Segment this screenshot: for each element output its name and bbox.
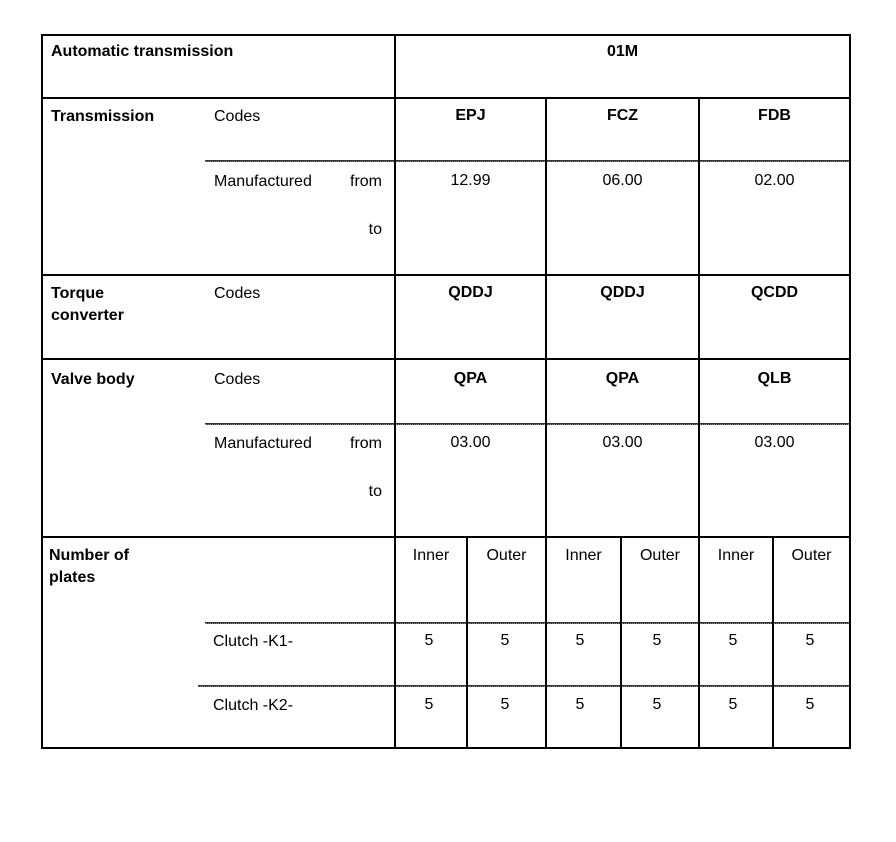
header-label: Automatic transmission xyxy=(51,43,234,60)
row-divider xyxy=(41,536,851,538)
plates-subheader: Inner xyxy=(565,547,602,564)
valve-body-to-label: to xyxy=(368,483,382,500)
plates-subheader: Inner xyxy=(717,547,755,564)
transmission-code: FCZ xyxy=(606,107,639,124)
valve-body-from-value: 03.00 xyxy=(754,434,795,451)
column-divider xyxy=(698,97,700,749)
plates-subheader: Inner xyxy=(412,547,450,564)
column-divider xyxy=(545,97,547,749)
valve-body-from-value: 03.00 xyxy=(450,434,491,451)
torque-converter-code: QDDJ xyxy=(448,284,493,301)
row-divider xyxy=(198,685,851,687)
plates-label: Number of xyxy=(49,547,129,564)
torque-converter-code: QDDJ xyxy=(600,284,645,301)
transmission-to-label: to xyxy=(368,221,382,238)
plates-subheader: Outer xyxy=(639,547,680,564)
valve-body-code: QPA xyxy=(605,370,640,387)
row-divider xyxy=(41,274,851,276)
clutch-k1-value: 5 xyxy=(500,632,510,649)
valve-body-label: Valve body xyxy=(51,371,135,388)
clutch-k2-label: Clutch -K2- xyxy=(213,697,294,714)
valve-body-code: QPA xyxy=(453,370,488,387)
table-border-right xyxy=(849,34,851,749)
row-divider xyxy=(41,358,851,360)
transmission-codes-label: Codes xyxy=(214,108,261,125)
clutch-k2-value: 5 xyxy=(575,696,585,713)
clutch-k1-value: 5 xyxy=(575,632,585,649)
clutch-k1-value: 5 xyxy=(424,632,434,649)
table-border-left xyxy=(41,34,43,749)
clutch-k2-value: 5 xyxy=(500,696,510,713)
clutch-k2-value: 5 xyxy=(805,696,815,713)
clutch-k2-value: 5 xyxy=(652,696,662,713)
valve-body-code: QLB xyxy=(757,370,792,387)
clutch-k1-value: 5 xyxy=(805,632,815,649)
clutch-k1-label: Clutch -K1- xyxy=(213,633,294,650)
valve-body-manufactured-label: Manufactured xyxy=(214,435,312,452)
torque-converter-label: Torque xyxy=(51,285,105,302)
torque-converter-codes-label: Codes xyxy=(214,285,261,302)
clutch-k2-value: 5 xyxy=(728,696,738,713)
transmission-label: Transmission xyxy=(51,108,155,125)
torque-converter-label: converter xyxy=(51,307,124,324)
clutch-k1-value: 5 xyxy=(728,632,738,649)
table-border-bottom xyxy=(41,747,851,749)
transmission-code: EPJ xyxy=(455,107,486,124)
clutch-k1-value: 5 xyxy=(652,632,662,649)
plates-subheader: Outer xyxy=(486,547,527,564)
valve-body-from-value: 03.00 xyxy=(602,434,643,451)
row-divider xyxy=(205,622,851,624)
header-value: 01M xyxy=(606,43,639,60)
transmission-manufactured-label: Manufactured xyxy=(214,173,312,190)
row-divider xyxy=(41,97,851,99)
transmission-from-value: 06.00 xyxy=(602,172,643,189)
plates-subheader: Outer xyxy=(791,547,832,564)
row-divider xyxy=(205,160,851,162)
clutch-k2-value: 5 xyxy=(424,696,434,713)
table-border-top xyxy=(41,34,851,36)
row-divider xyxy=(205,423,851,425)
transmission-from-value: 02.00 xyxy=(754,172,795,189)
torque-converter-code: QCDD xyxy=(750,284,799,301)
plates-label: plates xyxy=(49,569,96,586)
valve-body-codes-label: Codes xyxy=(214,371,261,388)
transmission-from-value: 12.99 xyxy=(450,172,491,189)
transmission-from-label: from xyxy=(350,173,382,190)
transmission-code: FDB xyxy=(758,107,791,124)
valve-body-from-label: from xyxy=(350,435,382,452)
